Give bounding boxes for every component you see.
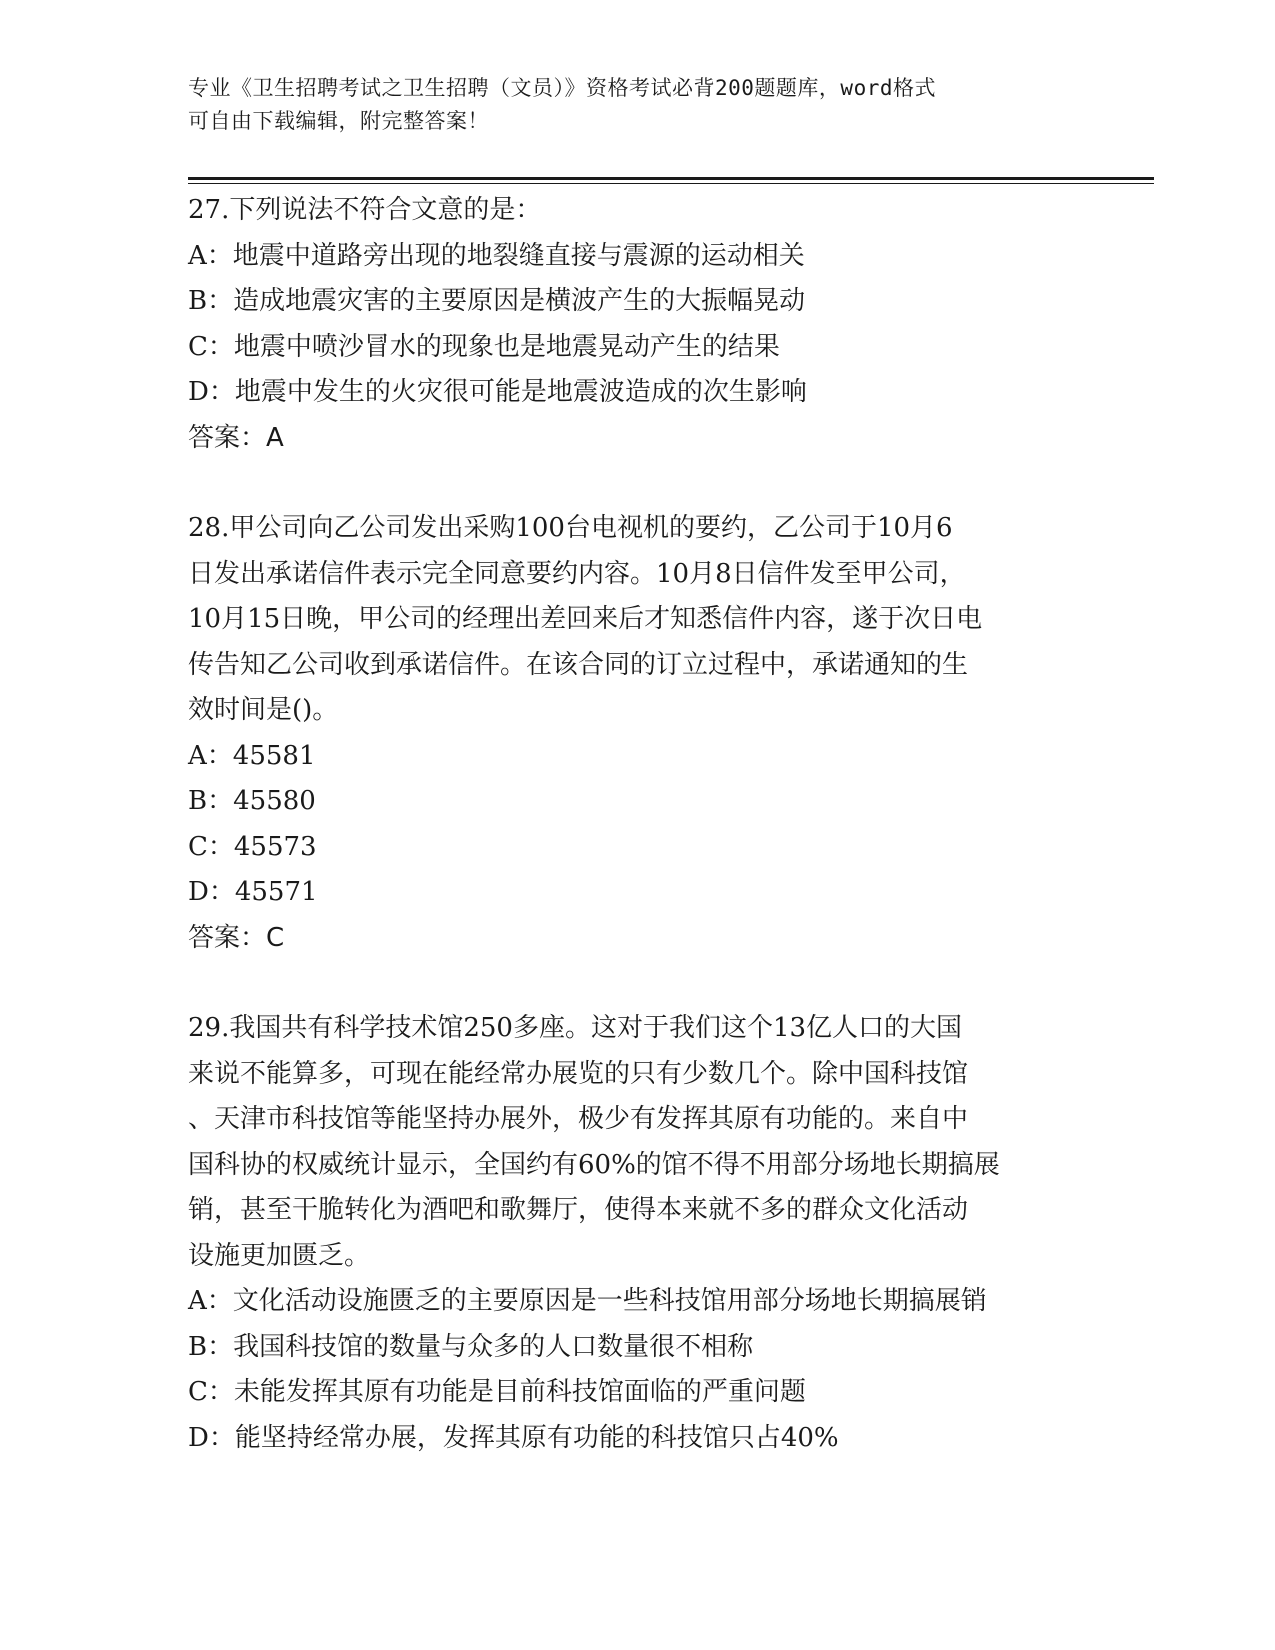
question-29-stem-line-2: 来说不能算多，可现在能经常办展览的只有少数几个。除中国科技馆 <box>188 1058 969 1089</box>
question-29-stem-line-1: 29.我国共有科学技术馆250多座。这对于我们这个13亿人口的大国 <box>188 1013 963 1043</box>
question-28-stem-line-1: 28.甲公司向乙公司发出采购100台电视机的要约，乙公司于10月6 <box>188 513 953 543</box>
question-29-stem-line-3: 、天津市科技馆等能坚持办展外，极少有发挥其原有功能的。来自中 <box>188 1104 969 1134</box>
question-27 <box>188 188 1088 461</box>
header-divider-thin <box>188 183 1154 184</box>
question-29-option-c: C：未能发挥其原有功能是目前科技馆面临的严重问题 <box>188 1377 806 1407</box>
question-27-option-b: B：造成地震灾害的主要原因是横波产生的大振幅晃动 <box>188 286 806 316</box>
question-28-stem-line-3: 10月15日晚，甲公司的经理出差回来后才知悉信件内容，遂于次日电 <box>188 604 983 634</box>
question-27-answer: 答案：A <box>188 422 284 453</box>
question-29 <box>188 1006 1088 1461</box>
question-28-answer: 答案：C <box>188 922 285 953</box>
question-28-option-c: C：45573 <box>188 831 317 862</box>
question-27-option-c: C：地震中喷沙冒水的现象也是地震晃动产生的结果 <box>188 331 780 362</box>
document-header <box>188 72 1078 138</box>
question-29-stem-line-5: 销，甚至干脆转化为酒吧和歌舞厅，使得本来就不多的群众文化活动 <box>188 1195 969 1225</box>
header-title-line-1: 专业《卫生招聘考试之卫生招聘（文员）》资格考试必背200题题库，word格式 <box>188 76 936 100</box>
question-27-option-a: A：地震中道路旁出现的地裂缝直接与震源的运动相关 <box>188 240 805 271</box>
question-list <box>188 188 1088 1461</box>
question-27-option-d: D：地震中发生的火灾很可能是地震波造成的次生影响 <box>188 377 807 407</box>
question-29-option-d: D：能坚持经常办展，发挥其原有功能的科技馆只占40% <box>188 1422 839 1453</box>
question-29-option-a: A：文化活动设施匮乏的主要原因是一些科技馆用部分场地长期搞展销 <box>188 1286 987 1316</box>
question-28-stem-line-2: 日发出承诺信件表示完全同意要约内容。10月8日信件发至甲公司， <box>188 558 966 589</box>
question-29-stem-line-6: 设施更加匮乏。 <box>188 1240 371 1271</box>
question-28-option-a: A：45581 <box>188 740 316 771</box>
question-29-stem-line-4: 国科协的权威统计显示，全国约有60%的馆不得不用部分场地长期搞展 <box>188 1149 1000 1180</box>
question-27-stem: 27.下列说法不符合文意的是： <box>188 195 542 225</box>
question-28-stem-line-5: 效时间是()。 <box>188 695 339 725</box>
question-28 <box>188 506 1088 961</box>
header-title-line-2: 可自由下载编辑，附完整答案！ <box>188 109 489 133</box>
question-28-option-b: B：45580 <box>188 786 316 816</box>
question-29-option-b: B：我国科技馆的数量与众多的人口数量很不相称 <box>188 1331 754 1362</box>
question-28-stem-line-4: 传告知乙公司收到承诺信件。在该合同的订立过程中，承诺通知的生 <box>188 649 969 680</box>
header-divider-thick <box>188 177 1154 180</box>
question-28-option-d: D：45571 <box>188 877 318 907</box>
